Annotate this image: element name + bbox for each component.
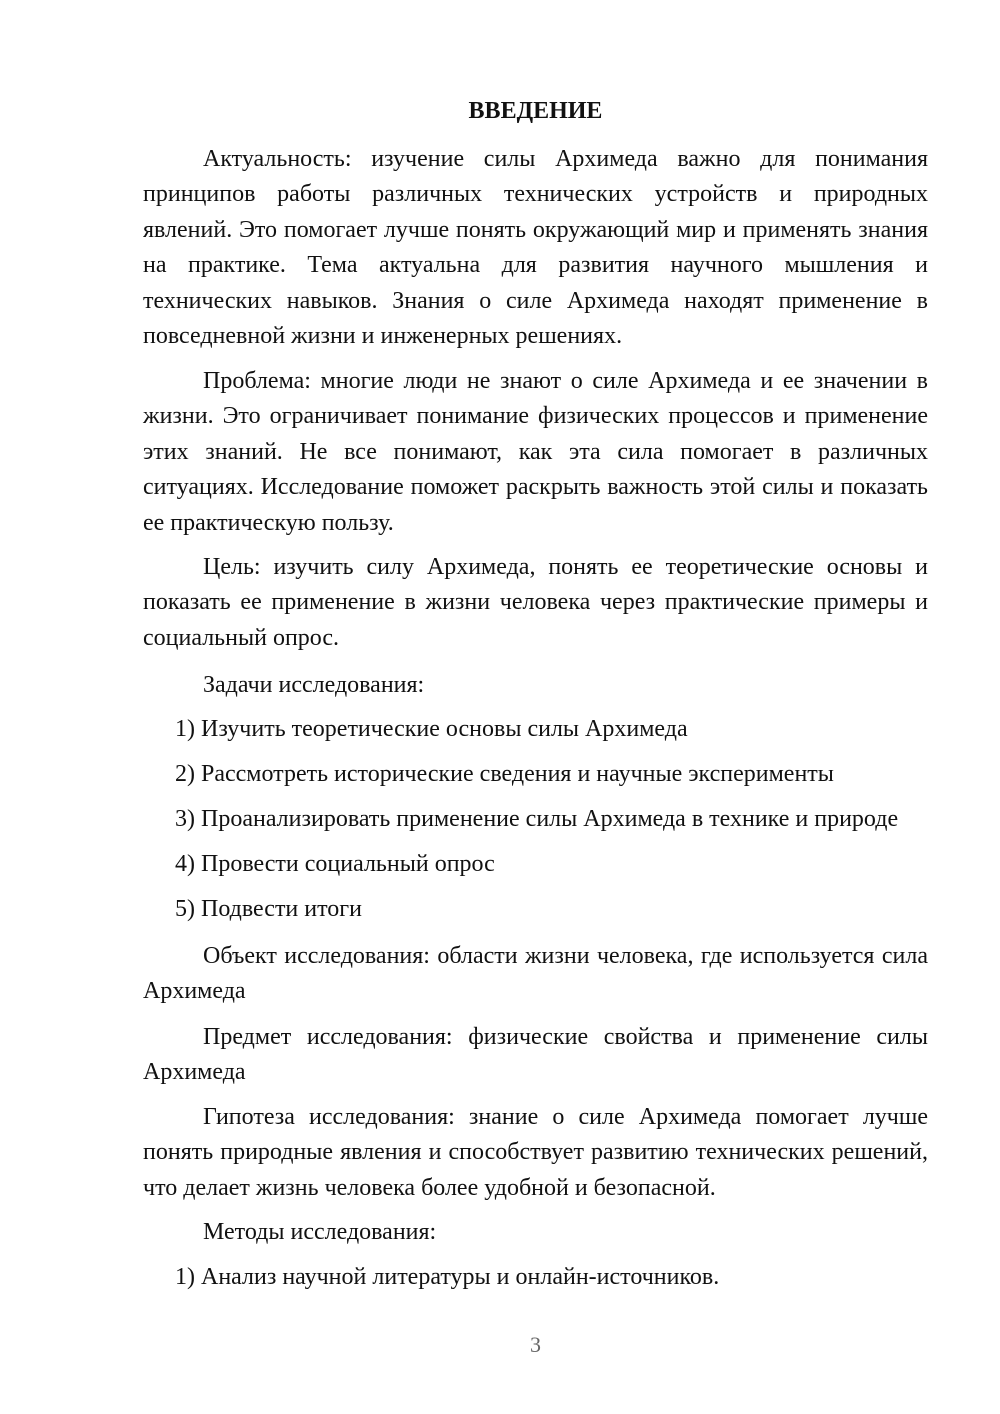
problem-text: Проблема: многие люди не знают о силе Архимеда и ее значении в жизни. Это ограничивает понимание физических процессов и применение этих знаний. Не все понимают, как эта сила помогает в различных ситуациях. Исследование поможет раскрыть важность этой силы и показать ее практическую пользу.	[143, 368, 928, 536]
task-item-2: 2) Рассмотреть исторические сведения и научные эксперименты	[175, 761, 834, 787]
task-item-1: 1) Изучить теоретические основы силы Архимеда	[175, 716, 688, 742]
task-item-5: 5) Подвести итоги	[175, 896, 362, 922]
object-text: Объект исследования: области жизни человека, где используется сила Архимеда	[143, 943, 928, 1005]
subject-paragraph	[143, 1020, 928, 1091]
object-paragraph	[143, 939, 928, 1010]
goal-paragraph	[143, 550, 928, 656]
tasks-heading: Задачи исследования:	[203, 672, 425, 698]
goal-text: Цель: изучить силу Архимеда, понять ее теоретические основы и показать ее применение в жизни человека через практические примеры и социальный опрос.	[143, 554, 928, 651]
relevance-paragraph	[143, 142, 928, 354]
method-item-1: 1) Анализ научной литературы и онлайн-источников.	[175, 1264, 720, 1290]
subject-text: Предмет исследования: физические свойства и применение силы Архимеда	[143, 1024, 928, 1086]
problem-paragraph	[143, 364, 928, 541]
task-item-4: 4) Провести социальный опрос	[175, 851, 495, 877]
task-item-3: 3) Проанализировать применение силы Архимеда в технике и природе	[175, 806, 899, 832]
hypothesis-paragraph	[143, 1100, 928, 1206]
methods-heading: Методы исследования:	[203, 1219, 437, 1245]
hypothesis-text: Гипотеза исследования: знание о силе Архимеда помогает лучше понять природные явления и способствует развитию технических решений, что делает жизнь человека более удобной и безопасной.	[143, 1104, 928, 1201]
page-number: 3	[530, 1332, 541, 1357]
page-title: ВВЕДЕНИЕ	[468, 98, 603, 124]
relevance-text: Актуальность: изучение силы Архимеда важно для понимания принципов работы различных технических устройств и природных явлений. Это помогает лучше понять окружающий мир и применять знания на практике. Тема актуальна для развития научного мышления и технических навыков. Знания о силе Архимеда находят применение в повседневной жизни и инженерных решениях.	[143, 146, 928, 350]
